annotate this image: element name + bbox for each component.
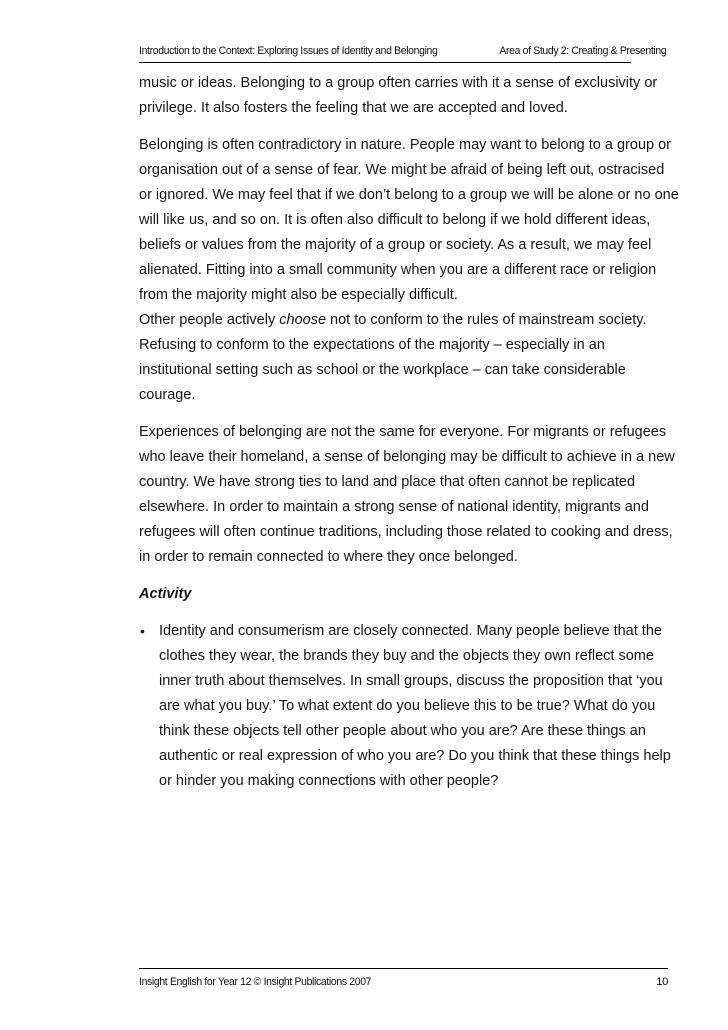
paragraph-4: Experiences of belonging are not the same for everyone. For migrants or refugees who leave their homeland, a sense of belonging may be difficult to achieve in a new country. We have strong ties to land and place that often cannot be replicated elsewhere. In order to maintain a strong sense of national identity, migrants and refugees will often continue traditions, including those related to cooking and dress, in order to remain connected to where they once belonged.: [139, 424, 675, 565]
header-area-of-study: Area of Study 2: Creating & Presenting: [499, 45, 667, 57]
activity-item-text: Identity and consumerism are closely connected. Many people believe that the clothes they wear, the brands they buy and the objects they own reflect some inner truth about themselves. In small groups, discuss the proposition that ‘you are what you buy.’ To what extent do you believe this to be true? What do you think these objects tell other people about who you are? Are these things an authentic or real expression of who you are? Do you think that these things help or hinder you making connections with other people?: [159, 623, 671, 789]
paragraph-2: Belonging is often contradictory in nature. People may want to belong to a group or organisation out of a sense of fear. We might be afraid of being left out, ostracised or ignored. We may feel that if we don’t belong to a group we will be alone or no one will like us, and so on. It is often also difficult to belong if we hold different ideas, beliefs or values from the majority of a group or society. As a result, we may feel alienated. Fitting into a small community when you are a different race or religion from the majority might also be especially difficult.: [139, 137, 679, 303]
paragraph-3-end: not to conform to the rules of mainstream society. Refusing to conform to the expectations of the majority – especially in an institutional setting such as school or the workplace – can take considerable courage.: [139, 312, 647, 403]
footer-copyright: Insight English for Year 12 © Insight Publications 2007: [139, 976, 372, 988]
paragraph-3: [139, 308, 679, 408]
page-footer: [139, 968, 668, 988]
activity-list-item: [139, 619, 679, 794]
page-number: 10: [656, 976, 668, 988]
activity-heading: Activity: [139, 586, 192, 602]
paragraph-1: music or ideas. Belonging to a group often carries with it a sense of exclusivity or privilege. It also fosters the feeling that we are accepted and loved.: [139, 75, 658, 116]
bullet-icon: •: [140, 623, 145, 639]
page-header: [139, 40, 667, 63]
paragraph-3-start: Other people actively: [139, 312, 280, 328]
page-content: [139, 71, 679, 794]
emphasis-choose: choose: [279, 312, 327, 328]
header-context-title: Introduction to the Context: Exploring Issues of Identity and Belonging: [139, 45, 438, 57]
